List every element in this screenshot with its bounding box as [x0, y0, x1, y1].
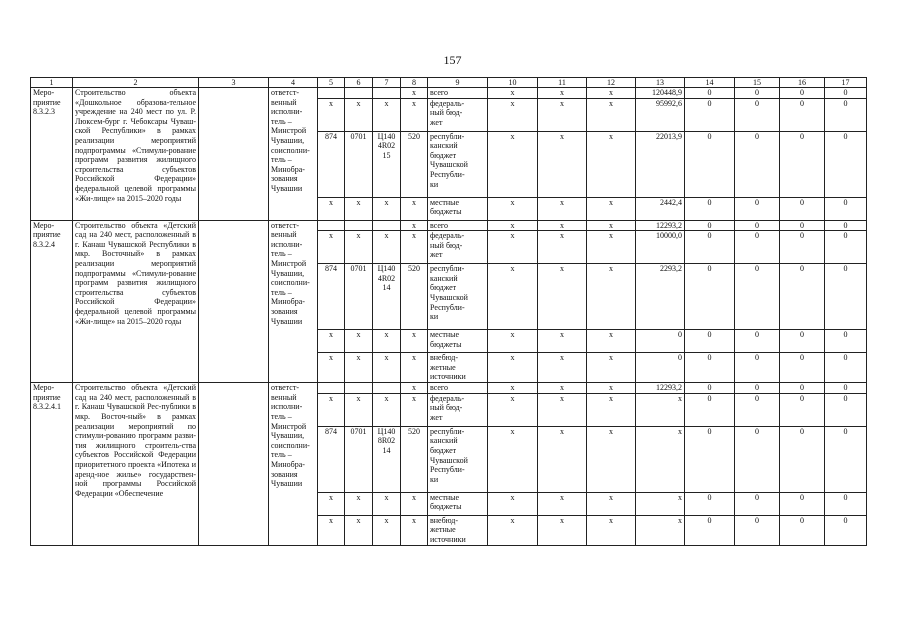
grbs-code [318, 220, 345, 231]
table-row [31, 220, 867, 231]
value-col-10: x [488, 426, 538, 492]
funding-source: местные бюджеты [428, 492, 488, 515]
column-3-cell [199, 220, 269, 383]
value-col-17: 0 [825, 330, 867, 353]
value-col-12: x [587, 383, 636, 394]
value-col-10: x [488, 131, 538, 197]
section-code: x [345, 330, 373, 353]
value-col-10: x [488, 220, 538, 231]
value-col-17: 0 [825, 383, 867, 394]
value-col-14: 0 [685, 492, 735, 515]
measure-code: Меро- приятие 8.3.2.3 [31, 88, 73, 221]
funding-source: внебюд- жетные источники [428, 353, 488, 383]
grbs-code: 874 [318, 131, 345, 197]
value-col-13: 12293,2 [636, 220, 685, 231]
column-number: 6 [345, 78, 373, 88]
column-number: 3 [199, 78, 269, 88]
column-number: 15 [735, 78, 780, 88]
section-code: 0701 [345, 264, 373, 330]
expense-type-code: 520 [401, 131, 428, 197]
measure-code: Меро- приятие 8.3.2.4 [31, 220, 73, 383]
column-number: 2 [73, 78, 199, 88]
value-col-10: x [488, 383, 538, 394]
executor-cell: ответст- венный исполни- тель – Минстрой Чувашии, соисполни- тель – Минобра- зования Чувашии [269, 88, 318, 221]
expense-type-code: x [401, 231, 428, 264]
column-number: 1 [31, 78, 73, 88]
funding-source: местные бюджеты [428, 330, 488, 353]
value-col-16: 0 [780, 393, 825, 426]
value-col-15: 0 [735, 131, 780, 197]
value-col-17: 0 [825, 492, 867, 515]
expense-type-code: x [401, 393, 428, 426]
value-col-10: x [488, 492, 538, 515]
value-col-11: x [538, 197, 587, 220]
value-col-14: 0 [685, 88, 735, 99]
value-col-11: x [538, 393, 587, 426]
value-col-11: x [538, 88, 587, 99]
value-col-10: x [488, 88, 538, 99]
value-col-10: x [488, 98, 538, 131]
value-col-13: 0 [636, 330, 685, 353]
measure-description: Строительство объекта «Дошкольное образова-тельное учреждение на 240 мест по ул. Р. Люксем-бург г. Чебоксары Чуваш-ской Республики» в рамках реализации мероприятий подпрограммы «Стимули-рование программ развития жилищного строительства субъектов Российской Федерации» федеральной целевой программы «Жи-лище» на 2015–2020 годы [73, 88, 199, 221]
value-col-11: x [538, 231, 587, 264]
target-article-code: x [373, 492, 401, 515]
expense-type-code: x [401, 330, 428, 353]
column-number: 17 [825, 78, 867, 88]
column-number: 9 [428, 78, 488, 88]
column-number: 10 [488, 78, 538, 88]
value-col-11: x [538, 383, 587, 394]
value-col-10: x [488, 197, 538, 220]
target-article-code [373, 383, 401, 394]
funding-source: республи- канский бюджет Чувашской Республи- ки [428, 426, 488, 492]
value-col-17: 0 [825, 353, 867, 383]
value-col-16: 0 [780, 98, 825, 131]
grbs-code: x [318, 98, 345, 131]
value-col-11: x [538, 220, 587, 231]
grbs-code: x [318, 231, 345, 264]
expense-type-code: x [401, 220, 428, 231]
value-col-13: x [636, 492, 685, 515]
section-code: x [345, 231, 373, 264]
value-col-15: 0 [735, 426, 780, 492]
target-article-code: x [373, 98, 401, 131]
column-number: 14 [685, 78, 735, 88]
value-col-10: x [488, 264, 538, 330]
value-col-17: 0 [825, 197, 867, 220]
value-col-14: 0 [685, 353, 735, 383]
value-col-16: 0 [780, 264, 825, 330]
section-code: x [345, 197, 373, 220]
value-col-13: 0 [636, 353, 685, 383]
page-number: 157 [443, 53, 462, 67]
funding-source: республи- канский бюджет Чувашской Республи- ки [428, 264, 488, 330]
value-col-15: 0 [735, 220, 780, 231]
column-number: 7 [373, 78, 401, 88]
value-col-12: x [587, 330, 636, 353]
value-col-10: x [488, 393, 538, 426]
value-col-16: 0 [780, 231, 825, 264]
expense-type-code: x [401, 98, 428, 131]
budget-table [30, 77, 867, 546]
section-code: 0701 [345, 426, 373, 492]
target-article-code: Ц140 4R02 14 [373, 264, 401, 330]
value-col-15: 0 [735, 264, 780, 330]
value-col-15: 0 [735, 515, 780, 545]
target-article-code [373, 220, 401, 231]
value-col-14: 0 [685, 220, 735, 231]
value-col-10: x [488, 515, 538, 545]
value-col-13: 22013,9 [636, 131, 685, 197]
value-col-14: 0 [685, 393, 735, 426]
column-number: 16 [780, 78, 825, 88]
value-col-11: x [538, 492, 587, 515]
target-article-code: x [373, 197, 401, 220]
section-code: x [345, 393, 373, 426]
target-article-code: x [373, 231, 401, 264]
value-col-12: x [587, 492, 636, 515]
funding-source: федераль- ный бюд- жет [428, 231, 488, 264]
table-row [31, 88, 867, 99]
expense-type-code: x [401, 197, 428, 220]
expense-type-code: 520 [401, 264, 428, 330]
value-col-13: x [636, 515, 685, 545]
value-col-17: 0 [825, 131, 867, 197]
target-article-code [373, 88, 401, 99]
grbs-code: x [318, 197, 345, 220]
value-col-14: 0 [685, 426, 735, 492]
value-col-11: x [538, 426, 587, 492]
value-col-12: x [587, 98, 636, 131]
column-number: 4 [269, 78, 318, 88]
value-col-17: 0 [825, 264, 867, 330]
funding-source: федераль- ный бюд- жет [428, 98, 488, 131]
value-col-17: 0 [825, 231, 867, 264]
value-col-17: 0 [825, 220, 867, 231]
value-col-11: x [538, 515, 587, 545]
table-row [31, 383, 867, 394]
section-code: x [345, 492, 373, 515]
grbs-code: 874 [318, 426, 345, 492]
grbs-code: x [318, 330, 345, 353]
value-col-14: 0 [685, 231, 735, 264]
section-code: x [345, 353, 373, 383]
value-col-12: x [587, 131, 636, 197]
value-col-12: x [587, 515, 636, 545]
value-col-13: 95992,6 [636, 98, 685, 131]
measure-code: Меро- приятие 8.3.2.4.1 [31, 383, 73, 546]
value-col-12: x [587, 197, 636, 220]
section-code [345, 220, 373, 231]
column-number: 13 [636, 78, 685, 88]
value-col-14: 0 [685, 197, 735, 220]
value-col-13: 2293,2 [636, 264, 685, 330]
value-col-15: 0 [735, 383, 780, 394]
value-col-14: 0 [685, 383, 735, 394]
value-col-16: 0 [780, 515, 825, 545]
value-col-14: 0 [685, 330, 735, 353]
expense-type-code: x [401, 515, 428, 545]
value-col-12: x [587, 231, 636, 264]
value-col-14: 0 [685, 264, 735, 330]
value-col-10: x [488, 231, 538, 264]
value-col-13: x [636, 393, 685, 426]
target-article-code: x [373, 515, 401, 545]
value-col-13: 12293,2 [636, 383, 685, 394]
grbs-code: 874 [318, 264, 345, 330]
section-code [345, 88, 373, 99]
target-article-code: x [373, 330, 401, 353]
value-col-11: x [538, 330, 587, 353]
value-col-10: x [488, 330, 538, 353]
value-col-11: x [538, 98, 587, 131]
section-code: 0701 [345, 131, 373, 197]
funding-source: всего [428, 383, 488, 394]
column-number: 8 [401, 78, 428, 88]
value-col-15: 0 [735, 492, 780, 515]
value-col-10: x [488, 353, 538, 383]
value-col-16: 0 [780, 426, 825, 492]
value-col-12: x [587, 88, 636, 99]
expense-type-code: x [401, 383, 428, 394]
value-col-16: 0 [780, 131, 825, 197]
value-col-13: 2442,4 [636, 197, 685, 220]
grbs-code: x [318, 515, 345, 545]
value-col-14: 0 [685, 515, 735, 545]
value-col-17: 0 [825, 393, 867, 426]
value-col-16: 0 [780, 492, 825, 515]
grbs-code [318, 88, 345, 99]
funding-source: всего [428, 88, 488, 99]
value-col-13: 10000,0 [636, 231, 685, 264]
funding-source: местные бюджеты [428, 197, 488, 220]
value-col-15: 0 [735, 98, 780, 131]
grbs-code [318, 383, 345, 394]
value-col-16: 0 [780, 197, 825, 220]
grbs-code: x [318, 353, 345, 383]
expense-type-code: x [401, 492, 428, 515]
value-col-17: 0 [825, 88, 867, 99]
value-col-14: 0 [685, 131, 735, 197]
target-article-code: x [373, 353, 401, 383]
column-number: 5 [318, 78, 345, 88]
value-col-11: x [538, 131, 587, 197]
expense-type-code: x [401, 353, 428, 383]
section-code [345, 383, 373, 394]
column-number-row [31, 78, 867, 88]
grbs-code: x [318, 393, 345, 426]
value-col-15: 0 [735, 353, 780, 383]
value-col-17: 0 [825, 515, 867, 545]
value-col-16: 0 [780, 353, 825, 383]
section-code: x [345, 515, 373, 545]
executor-cell: ответст- венный исполни- тель – Минстрой Чувашии, соисполни- тель – Минобра- зования Чувашии [269, 383, 318, 546]
value-col-16: 0 [780, 330, 825, 353]
value-col-13: 120448,9 [636, 88, 685, 99]
expense-type-code: 520 [401, 426, 428, 492]
value-col-11: x [538, 264, 587, 330]
target-article-code: Ц140 4R02 15 [373, 131, 401, 197]
value-col-12: x [587, 393, 636, 426]
grbs-code: x [318, 492, 345, 515]
funding-source: федераль- ный бюд- жет [428, 393, 488, 426]
funding-source: всего [428, 220, 488, 231]
value-col-17: 0 [825, 426, 867, 492]
value-col-17: 0 [825, 98, 867, 131]
value-col-15: 0 [735, 393, 780, 426]
value-col-12: x [587, 220, 636, 231]
column-number: 12 [587, 78, 636, 88]
section-code: x [345, 98, 373, 131]
funding-source: республи- канский бюджет Чувашской Республи- ки [428, 131, 488, 197]
value-col-14: 0 [685, 98, 735, 131]
value-col-15: 0 [735, 330, 780, 353]
value-col-16: 0 [780, 383, 825, 394]
target-article-code: x [373, 393, 401, 426]
value-col-11: x [538, 353, 587, 383]
column-3-cell [199, 383, 269, 546]
value-col-13: x [636, 426, 685, 492]
value-col-15: 0 [735, 197, 780, 220]
column-number: 11 [538, 78, 587, 88]
value-col-16: 0 [780, 220, 825, 231]
value-col-16: 0 [780, 88, 825, 99]
measure-description: Строительство объекта «Детский сад на 240 мест, расположенный в г. Канаш Чувашской Рес-публики в мкр. Восточ-ный» в рамках реализации мероприятий по стимули-рованию программ разви-тия жилищного строитель-ства субъектов Российской Федерации приоритетного проекта «Ипотека и аренд-ное жилье» государствен-ной программы Российской Федерации «Обеспечение [73, 383, 199, 546]
value-col-12: x [587, 264, 636, 330]
value-col-15: 0 [735, 88, 780, 99]
funding-source: внебюд- жетные источники [428, 515, 488, 545]
column-3-cell [199, 88, 269, 221]
expense-type-code: x [401, 88, 428, 99]
target-article-code: Ц140 8R02 14 [373, 426, 401, 492]
executor-cell: ответст- венный исполни- тель – Минстрой Чувашии, соисполни- тель – Минобра- зования Чувашии [269, 220, 318, 383]
value-col-12: x [587, 353, 636, 383]
value-col-12: x [587, 426, 636, 492]
value-col-15: 0 [735, 231, 780, 264]
measure-description: Строительство объекта «Детский сад на 240 мест, расположенный в г. Канаш Чувашской Республики в мкр. Восточный» в рамках реализации мероприятий подпрограммы «Стимули-рование программ развития жилищного строительства субъектов Российской Федерации» федеральной целевой программы «Жи-лище» на 2015–2020 годы [73, 220, 199, 383]
